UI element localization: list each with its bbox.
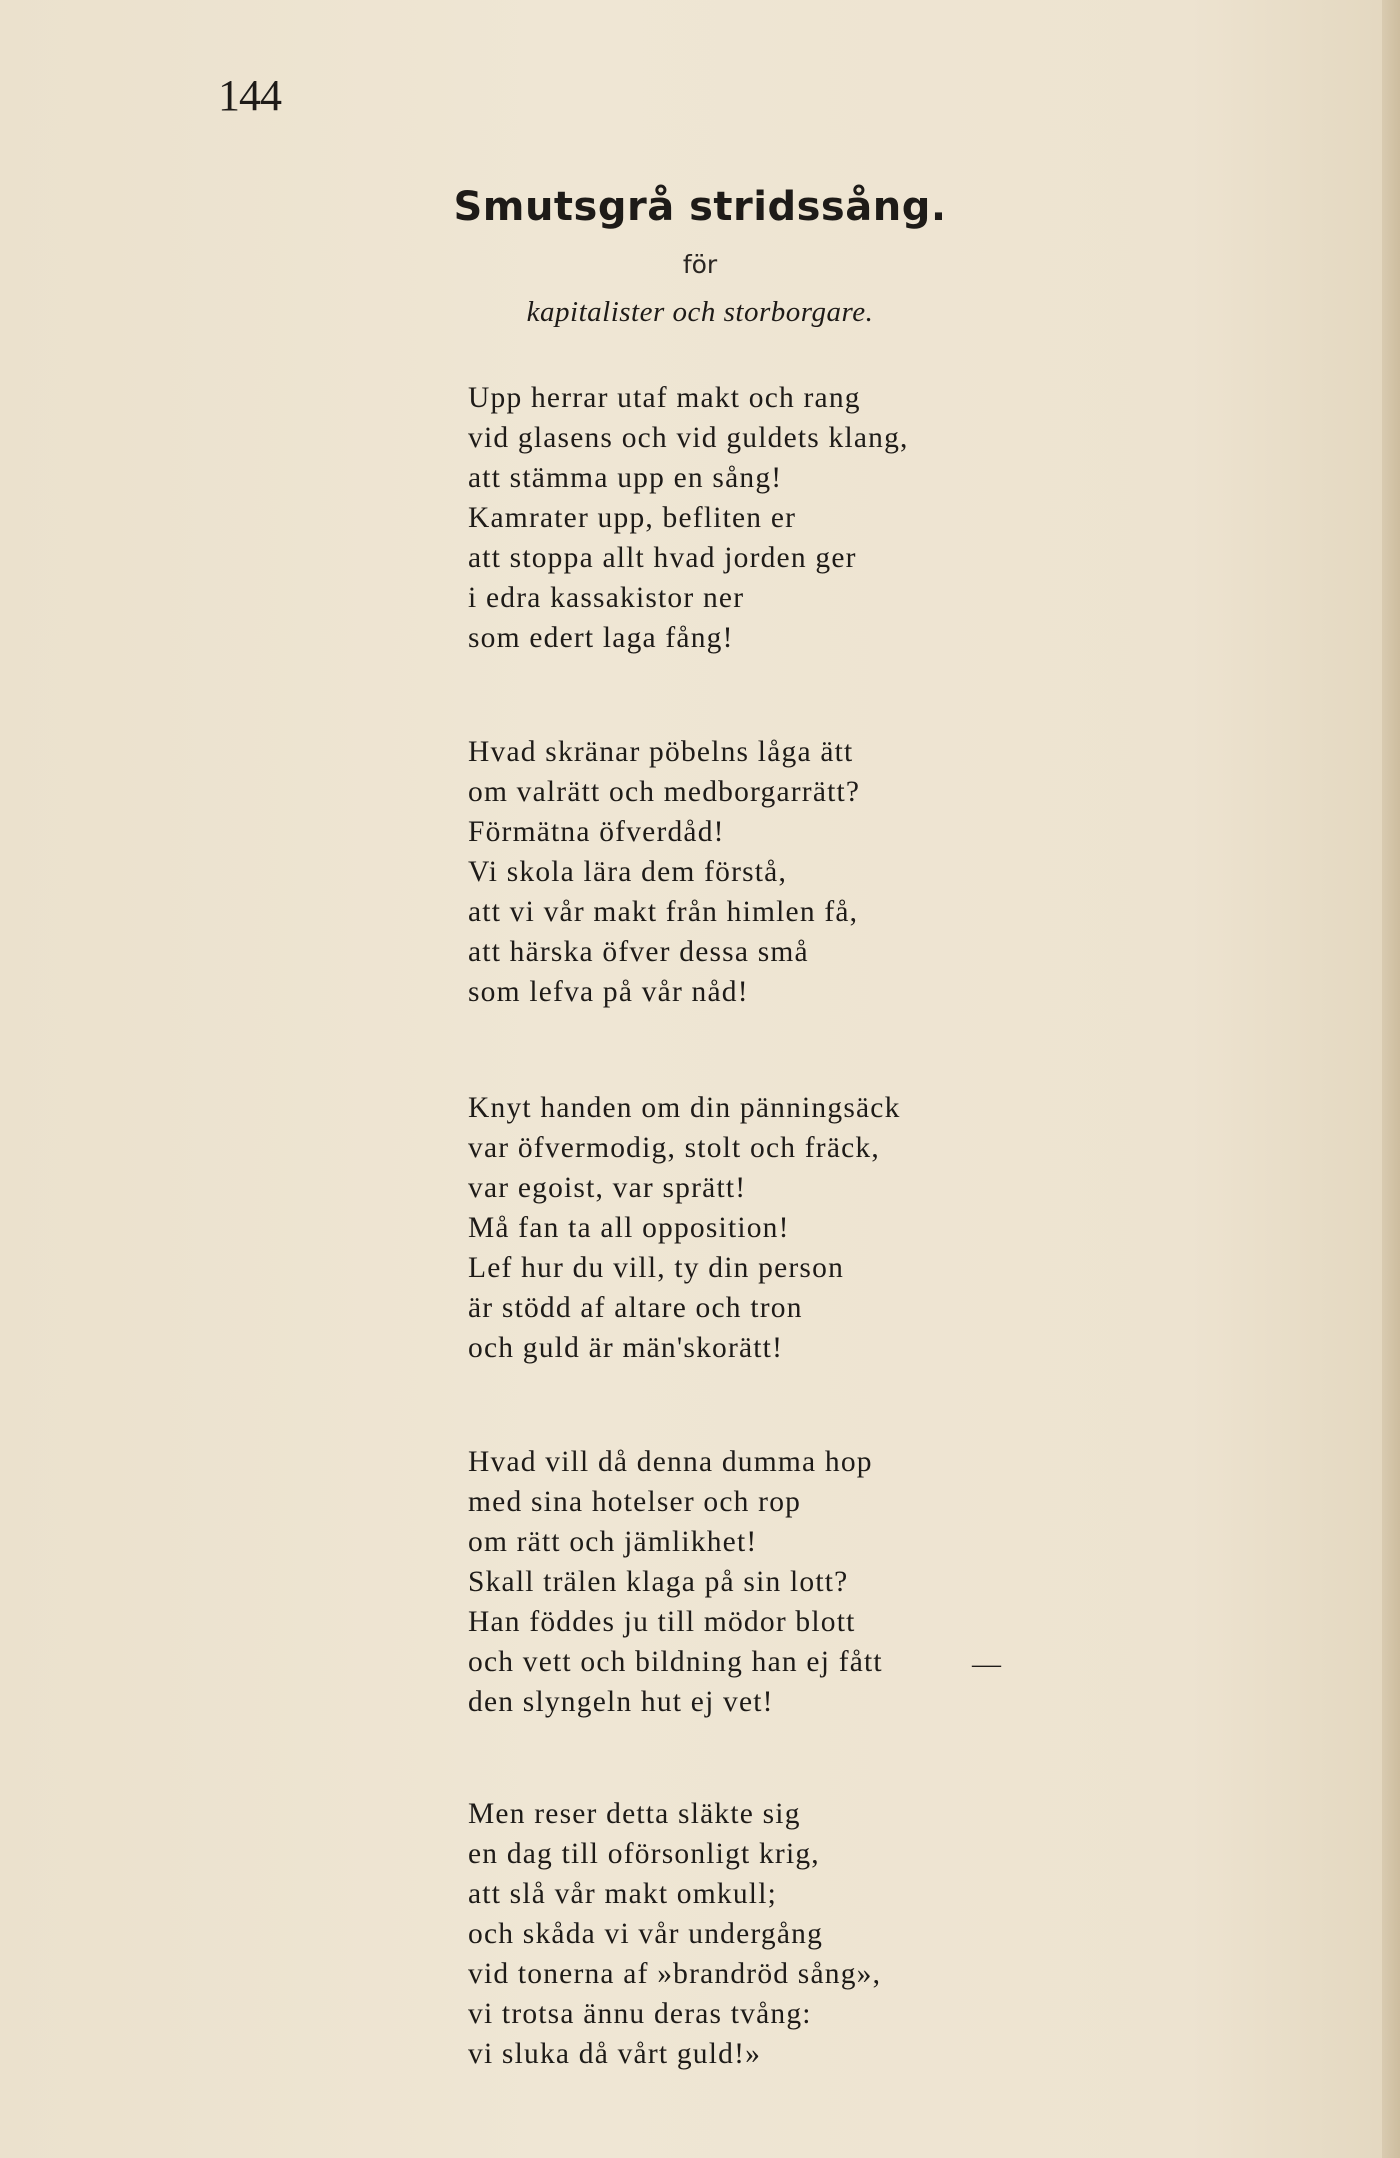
- poem-line: Upp herrar utaf makt och rang: [468, 382, 861, 414]
- poem-line: en dag till oförsonligt krig,: [468, 1838, 820, 1870]
- poem-subtitle: för: [682, 250, 718, 279]
- poem-line: är stödd af altare och tron: [468, 1292, 803, 1324]
- stanza-5: [468, 1794, 1048, 2074]
- poem-line: Kamrater upp, befliten er: [468, 502, 797, 534]
- poem-line: i edra kassakistor ner: [468, 582, 745, 614]
- stanza-2: [468, 732, 1048, 1012]
- poem-line: att slå vår makt omkull;: [468, 1878, 777, 1910]
- poem-line: att härska öfver dessa små: [468, 936, 809, 968]
- poem-line: vi sluka då vårt guld!»: [468, 2038, 762, 2070]
- poem-line: som edert laga fång!: [468, 622, 734, 654]
- poem-line: Vi skola lära dem förstå,: [468, 856, 788, 888]
- poem-line: att stämma upp en sång!: [468, 462, 783, 494]
- page-number: 144: [218, 71, 281, 120]
- poem-line: att vi vår makt från himlen få,: [468, 896, 859, 928]
- stanza-3: [468, 1088, 1048, 1368]
- poem-line: vid glasens och vid guldets klang,: [468, 422, 909, 454]
- stanza-4: [468, 1442, 1048, 1722]
- poem-line: Knyt handen om din pänningsäck: [468, 1092, 901, 1124]
- poem-line: om valrätt och medborgarrätt?: [468, 776, 861, 808]
- poem-line: Han föddes ju till mödor blott: [468, 1606, 856, 1638]
- line-continuation-dash: —: [972, 1648, 1001, 1680]
- poem-line: Må fan ta all opposition!: [468, 1212, 790, 1244]
- poem-line: Förmätna öfverdåd!: [468, 816, 725, 848]
- poem-line: och vett och bildning han ej fått: [468, 1646, 883, 1678]
- poem-title: Smutsgrå stridssång.: [453, 184, 947, 230]
- poem-dedication: kapitalister och storborgare.: [526, 296, 874, 328]
- poem-line: att stoppa allt hvad jorden ger: [468, 542, 857, 574]
- poem-line: Lef hur du vill, ty din person: [468, 1252, 845, 1284]
- stanza-1: [468, 378, 1048, 658]
- poem-line: Skall trälen klaga på sin lott?: [468, 1566, 849, 1598]
- poem-line: som lefva på vår nåd!: [468, 976, 749, 1008]
- poem-line: och skåda vi vår undergång: [468, 1918, 824, 1950]
- poem-line: Men reser detta släkte sig: [468, 1798, 801, 1830]
- poem-line: vi trotsa ännu deras tvång:: [468, 1998, 812, 2030]
- poem-line: vid tonerna af »brandröd sång»,: [468, 1958, 882, 1990]
- poem-line: var öfvermodig, stolt och fräck,: [468, 1132, 880, 1164]
- poem-line: om rätt och jämlikhet!: [468, 1526, 758, 1558]
- poem-line: den slyngeln hut ej vet!: [468, 1686, 774, 1718]
- poem-line: Hvad skränar pöbelns låga ätt: [468, 736, 854, 768]
- poem-line: var egoist, var sprätt!: [468, 1172, 747, 1204]
- poem-line: med sina hotelser och rop: [468, 1486, 802, 1518]
- poem-body: [468, 378, 1048, 2078]
- poem-line: och guld är män'skorätt!: [468, 1332, 784, 1364]
- poem-line: Hvad vill då denna dumma hop: [468, 1446, 873, 1478]
